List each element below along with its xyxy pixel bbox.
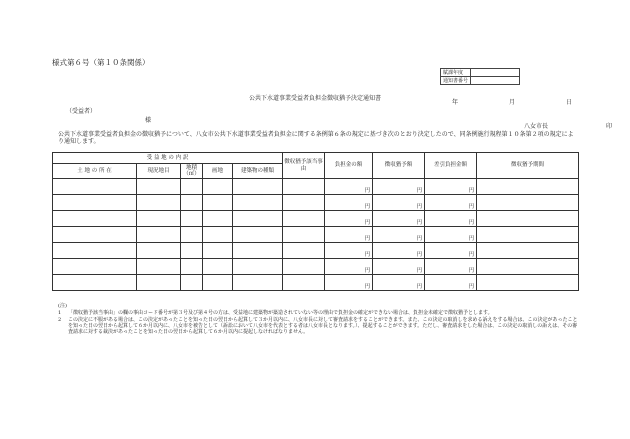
mgmt-row-fiscal-year [441, 69, 520, 77]
management-box [440, 68, 520, 85]
seal-mark: 印 [606, 123, 613, 130]
table-row [53, 259, 579, 275]
header-building-type: 建築物の種類 [233, 164, 283, 179]
honorific: 様 [145, 117, 152, 124]
table-row [53, 227, 579, 243]
cell-reason [283, 275, 325, 291]
cell-current-category [137, 195, 181, 211]
cell-deferral-period [477, 179, 579, 195]
note-item [58, 317, 578, 335]
cell-other [203, 211, 233, 227]
header-area-unit: （㎡） [183, 171, 200, 177]
note-item [58, 310, 578, 316]
cell-reason [283, 259, 325, 275]
cell-current-category [137, 227, 181, 243]
cell-building-type [233, 179, 283, 195]
cell-burden-amount: 円 [325, 211, 373, 227]
cell-current-category [137, 243, 181, 259]
cell-area [181, 195, 203, 211]
date-day: 日 [565, 99, 572, 106]
notes-title: (注) [58, 303, 67, 309]
cell-deferral-period [477, 275, 579, 291]
header-area [181, 164, 203, 179]
cell-building-type [233, 195, 283, 211]
cell-building-type [233, 211, 283, 227]
cell-net-amount: 円 [425, 259, 477, 275]
cell-deferral-period [477, 259, 579, 275]
header-reason: 徴収猶予該当事由 [283, 153, 325, 179]
note-text: 「徴収猶予該当事由」の欄の事由コード番号が第３号及び第４号の方は、受益地に建築物が築造されていない等の理由で負担金の確定ができない場合は、負担金未確定で徴収猶予とします。 [68, 310, 493, 316]
header-net-amount: 差引負担金額 [425, 153, 477, 179]
table-row [53, 243, 579, 259]
cell-other [203, 259, 233, 275]
cell-current-category [137, 179, 181, 195]
cell-burden-amount: 円 [325, 227, 373, 243]
cell-burden-amount: 円 [325, 259, 373, 275]
header-burden-amount: 負担金の額 [325, 153, 373, 179]
cell-deferral-period [477, 227, 579, 243]
table-row [53, 179, 579, 195]
cell-building-type [233, 243, 283, 259]
cell-area [181, 227, 203, 243]
group-header: 受 益 地 の 内 訳 [53, 153, 283, 164]
header-deferral-period: 徴収猶予期間 [477, 153, 579, 179]
cell-location [53, 243, 137, 259]
cell-current-category [137, 211, 181, 227]
cell-net-amount: 円 [425, 243, 477, 259]
breakdown-table [52, 152, 579, 291]
cell-net-amount: 円 [425, 227, 477, 243]
cell-other [203, 243, 233, 259]
cell-deferred-amount: 円 [373, 227, 425, 243]
date-year: 年 [452, 99, 459, 106]
cell-current-category [137, 259, 181, 275]
note-number: 1 [58, 310, 62, 316]
mgmt-row-notice-number [441, 77, 520, 85]
header-other: 画地 [203, 164, 233, 179]
cell-location [53, 227, 137, 243]
table-row [53, 275, 579, 291]
cell-area [181, 179, 203, 195]
cell-other [203, 179, 233, 195]
cell-deferral-period [477, 211, 579, 227]
cell-net-amount: 円 [425, 179, 477, 195]
form-number: 様式第６号（第１０条関係） [52, 58, 150, 67]
cell-location [53, 211, 137, 227]
header-current-category: 現況地目 [137, 164, 181, 179]
date-line [452, 99, 572, 106]
mgmt-value [471, 69, 520, 77]
table-body [53, 179, 579, 291]
cell-deferred-amount: 円 [373, 179, 425, 195]
cell-reason [283, 227, 325, 243]
cell-location [53, 195, 137, 211]
cell-burden-amount: 円 [325, 195, 373, 211]
document-title: 公共下水道事業受益者負担金徴収猶予決定通知書 [248, 95, 381, 102]
header-deferred-amount: 徴収猶予額 [373, 153, 425, 179]
date-month: 月 [508, 99, 515, 106]
note-number: 2 [58, 317, 62, 323]
cell-deferral-period [477, 195, 579, 211]
header-location: 土 地 の 所 在 [53, 164, 137, 179]
mgmt-label: 賦課年度 [441, 69, 471, 77]
cell-deferred-amount: 円 [373, 243, 425, 259]
cell-burden-amount: 円 [325, 243, 373, 259]
cell-reason [283, 195, 325, 211]
cell-area [181, 275, 203, 291]
cell-other [203, 227, 233, 243]
cell-building-type [233, 275, 283, 291]
notes-section [58, 303, 578, 335]
cell-net-amount: 円 [425, 195, 477, 211]
cell-deferral-period [477, 243, 579, 259]
cell-building-type [233, 259, 283, 275]
cell-location [53, 259, 137, 275]
cell-reason [283, 243, 325, 259]
table-row [53, 211, 579, 227]
recipient-label: （受益者） [66, 108, 97, 115]
cell-other [203, 195, 233, 211]
table-row [53, 195, 579, 211]
cell-reason [283, 179, 325, 195]
cell-deferred-amount: 円 [373, 195, 425, 211]
mgmt-value [471, 77, 520, 85]
header-area-label: 地積 [185, 164, 197, 171]
cell-building-type [233, 227, 283, 243]
body-text: 公共下水道事業受益者負担金の徴収猶予について、八女市公共下水道事業受益者負担金に関する条例第６条の規定に基づき次のとおり決定したので、同条例施行規程第１０条第２項の規定により通知します。 [58, 131, 574, 145]
cell-other [203, 275, 233, 291]
cell-location [53, 179, 137, 195]
cell-deferred-amount: 円 [373, 211, 425, 227]
cell-current-category [137, 275, 181, 291]
cell-area [181, 211, 203, 227]
cell-net-amount: 円 [425, 275, 477, 291]
cell-deferred-amount: 円 [373, 275, 425, 291]
cell-area [181, 259, 203, 275]
cell-net-amount: 円 [425, 211, 477, 227]
cell-location [53, 275, 137, 291]
mayor-name: 八女市長 [524, 123, 549, 130]
cell-burden-amount: 円 [325, 179, 373, 195]
note-text: この決定に不服がある場合は、この決定があったことを知った日の翌日から起算して３か月以内に、八女市長に対して審査請求をすることができます。また、この決定の取消しを求める訴えをする場合は、この決定があったことを知った日の翌日から起算して６か月以内に、八女市を被告として（訴訟において八女市を代表とする者は八女市長となります。）、提起することができます。ただし、審査請求をした場合は、この決定の取消しの訴えは、その審査請求に対する裁決があったことを知った日の翌日から起算して６か月以内に提起しなければなりません。 [68, 317, 578, 335]
cell-reason [283, 211, 325, 227]
cell-area [181, 243, 203, 259]
cell-deferred-amount: 円 [373, 259, 425, 275]
mgmt-label: 通知書番号 [441, 77, 471, 85]
cell-burden-amount: 円 [325, 275, 373, 291]
